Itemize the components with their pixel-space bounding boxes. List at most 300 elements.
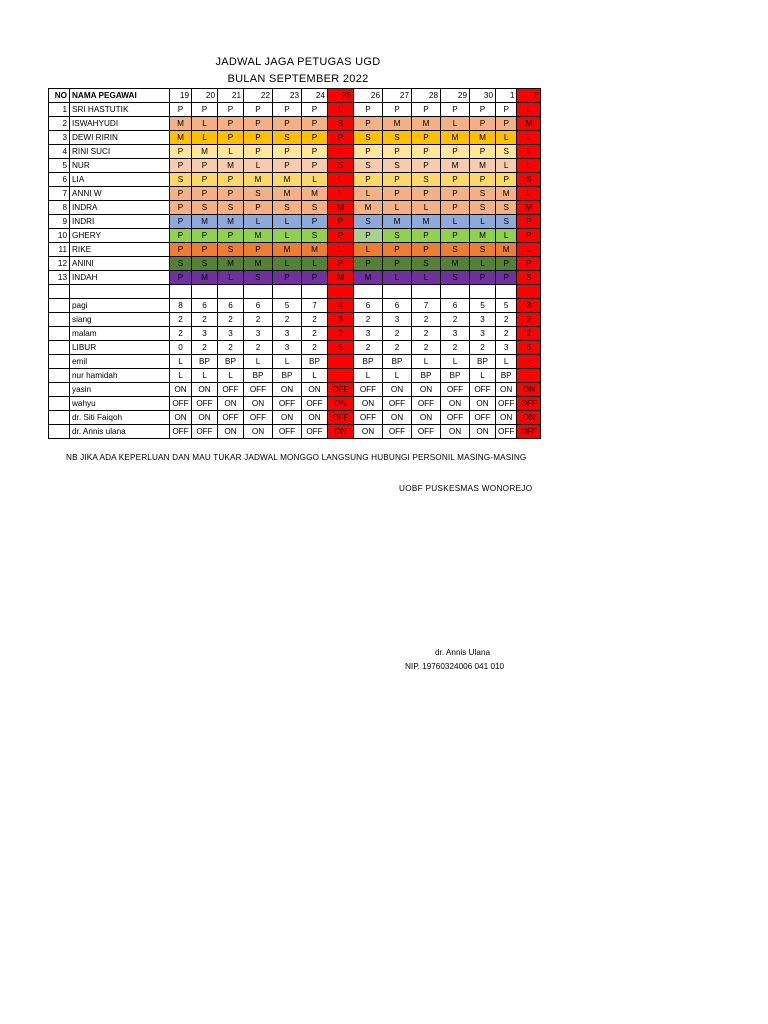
summary-cell: ON [354,396,383,410]
shift-cell: M [412,215,441,229]
shift-cell: S [244,187,273,201]
summary-cell: ON [517,410,541,424]
shift-cell: P [517,215,541,229]
shift-cell: M [192,271,218,285]
summary-cell: L [192,368,218,382]
header-day: 23 [273,89,302,103]
summary-cell: 5 [273,298,302,312]
shift-cell: L [496,229,517,243]
summary-cell: ON [170,382,192,396]
shift-cell: P [354,173,383,187]
staff-row [49,131,541,145]
shift-cell: S [273,131,302,145]
summary-cell: 2 [496,312,517,326]
summary-cell: 6 [244,298,273,312]
summary-cell: OFF [496,424,517,438]
summary-cell: - [517,368,541,382]
shift-cell: P [470,117,496,131]
shift-cell: P [441,187,470,201]
summary-cell: ON [441,396,470,410]
summary-cell: 3 [192,326,218,340]
blank-cell [302,285,328,299]
shift-cell: P [273,145,302,159]
summary-cell: 6 [218,298,244,312]
shift-cell: M [441,131,470,145]
shift-cell: P [302,131,328,145]
summary-cell: 2 [517,326,541,340]
summary-cell: BP [496,368,517,382]
staff-row [49,159,541,173]
shift-cell: L [412,201,441,215]
blank-cell [192,285,218,299]
summary-cell: ON [470,424,496,438]
shift-cell: P [470,145,496,159]
summary-label: pagi [70,298,170,312]
summary-cell: ON [354,424,383,438]
summary-cell: 2 [218,340,244,354]
shift-cell: M [218,257,244,271]
shift-cell: P [441,201,470,215]
staff-row [49,117,541,131]
summary-cell: 3 [496,340,517,354]
staff-name: INDRI [70,215,170,229]
summary-cell: 2 [354,312,383,326]
shift-cell: P [192,229,218,243]
summary-cell: ON [496,410,517,424]
signatory-nip: NIP. 19760324006 041 010 [405,662,505,671]
summary-cell: ON [170,410,192,424]
blank-cell [517,285,541,299]
summary-label: siang [70,312,170,326]
shift-cell: L [302,173,328,187]
shift-cell: M [218,159,244,173]
shift-cell: S [441,243,470,257]
summary-cell: OFF [328,410,354,424]
summary-cell: L [383,368,412,382]
shift-cell: L [517,159,541,173]
summary-blank [49,354,70,368]
shift-cell: P [192,243,218,257]
summary-cell: ON [218,424,244,438]
shift-cell: P [441,145,470,159]
summary-row [49,368,541,382]
summary-cell: 5 [328,340,354,354]
blank-cell [273,285,302,299]
summary-cell: ON [302,382,328,396]
blank-cell [328,285,354,299]
blank-cell [496,285,517,299]
shift-cell: P [496,257,517,271]
staff-name: GHERY [70,229,170,243]
shift-cell: P [170,103,192,117]
summary-cell: 2 [192,312,218,326]
shift-cell: L [218,145,244,159]
header-day: 19 [170,89,192,103]
staff-number: 6 [49,173,70,187]
summary-cell: 2 [328,326,354,340]
shift-cell: M [170,131,192,145]
staff-number: 4 [49,145,70,159]
shift-cell: S [354,159,383,173]
summary-cell: 3 [273,326,302,340]
summary-cell: 4 [328,298,354,312]
shift-cell: S [170,173,192,187]
summary-cell: 2 [517,312,541,326]
shift-cell: S [383,159,412,173]
shift-cell: S [218,201,244,215]
shift-cell: P [273,103,302,117]
shift-cell: P [302,215,328,229]
staff-name: RINI SUCI [70,145,170,159]
summary-cell: OFF [218,410,244,424]
summary-cell: L [244,354,273,368]
shift-cell: P [218,117,244,131]
shift-cell: S [496,201,517,215]
shift-cell: P [496,117,517,131]
shift-cell: M [517,117,541,131]
shift-cell: L [354,243,383,257]
blank-cell [354,285,383,299]
summary-cell: ON [273,382,302,396]
summary-label: wahyu [70,396,170,410]
summary-cell: 7 [302,298,328,312]
summary-cell: 2 [218,312,244,326]
header-day: 26 [354,89,383,103]
shift-cell: P [302,159,328,173]
summary-cell: OFF [412,424,441,438]
shift-cell: M [470,131,496,145]
staff-number: 2 [49,117,70,131]
shift-cell: P [412,103,441,117]
summary-cell: BP [470,354,496,368]
shift-cell: S [354,215,383,229]
shift-cell: M [328,271,354,285]
staff-number: 3 [49,131,70,145]
shift-cell: S [302,201,328,215]
summary-cell: 2 [244,312,273,326]
shift-cell: S [354,131,383,145]
staff-name: RIKE [70,243,170,257]
staff-name: ANNI W [70,187,170,201]
shift-cell: P [273,271,302,285]
shift-cell: P [192,159,218,173]
summary-cell: ON [273,410,302,424]
shift-cell: S [496,145,517,159]
staff-name: SRI HASTUTIK [70,103,170,117]
shift-cell: L [470,215,496,229]
shift-cell: P [517,229,541,243]
shift-cell: L [328,173,354,187]
summary-cell: ON [412,410,441,424]
summary-label: LIBUR [70,340,170,354]
shift-cell: P [354,145,383,159]
signatory-name: dr. Annis Ulana [435,648,491,657]
shift-cell: M [354,201,383,215]
summary-row [49,410,541,424]
shift-cell: S [273,201,302,215]
summary-cell: ON [244,396,273,410]
shift-cell: P [412,187,441,201]
staff-number: 11 [49,243,70,257]
summary-cell: OFF [517,396,541,410]
summary-cell: ON [302,410,328,424]
blank-cell [170,285,192,299]
staff-row [49,103,541,117]
shift-cell: M [496,187,517,201]
shift-cell: L [496,131,517,145]
summary-label: malam [70,326,170,340]
shift-cell: M [273,187,302,201]
summary-cell: 2 [383,326,412,340]
shift-cell: L [383,271,412,285]
shift-cell: P [496,271,517,285]
blank-cell [470,285,496,299]
summary-row [49,396,541,410]
summary-blank [49,368,70,382]
summary-row [49,298,541,312]
shift-cell: M [302,187,328,201]
staff-number: 5 [49,159,70,173]
shift-cell: P [302,271,328,285]
shift-cell: P [412,145,441,159]
summary-cell: OFF [273,396,302,410]
shift-cell: L [328,103,354,117]
shift-cell: L [192,131,218,145]
summary-cell: 2 [412,312,441,326]
blank-cell [244,285,273,299]
staff-name: ANINI [70,257,170,271]
shift-cell: L [412,271,441,285]
shift-cell: P [218,173,244,187]
shift-cell: S [383,131,412,145]
summary-cell: 2 [383,340,412,354]
shift-cell: S [496,215,517,229]
header-day: 2 [517,89,541,103]
summary-label: dr. Siti Faiqoh [70,410,170,424]
summary-cell: BP [273,368,302,382]
staff-number: 12 [49,257,70,271]
shift-cell: L [273,215,302,229]
shift-cell: P [302,103,328,117]
summary-cell: OFF [192,424,218,438]
blank-row [49,285,541,299]
summary-cell: OFF [354,382,383,396]
shift-cell: S [470,243,496,257]
header-row [49,89,541,103]
shift-cell: S [192,257,218,271]
shift-cell: M [412,117,441,131]
blank-cell [383,285,412,299]
staff-row [49,229,541,243]
shift-cell: P [383,173,412,187]
summary-cell: L [470,368,496,382]
staff-row [49,173,541,187]
summary-cell: 2 [302,340,328,354]
shift-cell: P [302,117,328,131]
summary-cell: - [517,354,541,368]
shift-cell: P [328,215,354,229]
summary-cell: 3 [244,326,273,340]
summary-cell: 3 [354,326,383,340]
shift-cell: M [273,173,302,187]
summary-cell: BP [354,354,383,368]
shift-cell: P [192,173,218,187]
summary-cell: BP [441,368,470,382]
summary-cell: ON [383,410,412,424]
summary-cell: 8 [170,298,192,312]
summary-blank [49,382,70,396]
header-day: 25 [328,89,354,103]
summary-cell: ON [441,424,470,438]
summary-cell: ON [218,396,244,410]
note-text: NB JIKA ADA KEPERLUAN DAN MAU TUKAR JADWAL MONGGO LANGSUNG HUBUNGI PERSONIL MASING-MASING [66,453,527,462]
shift-cell: P [170,271,192,285]
header-day: 20 [192,89,218,103]
staff-number: 8 [49,201,70,215]
summary-cell: OFF [496,396,517,410]
summary-cell: L [441,354,470,368]
shift-cell: M [383,117,412,131]
shift-cell: L [302,257,328,271]
shift-cell: P [170,159,192,173]
shift-cell: P [170,201,192,215]
staff-name: LIA [70,173,170,187]
header-day: 28 [412,89,441,103]
summary-blank [49,298,70,312]
shift-cell: L [273,257,302,271]
summary-row [49,312,541,326]
summary-cell: L [170,368,192,382]
summary-cell: 6 [354,298,383,312]
summary-cell: ON [244,424,273,438]
staff-name: DEWI RIRIN [70,131,170,145]
shift-cell: L [441,215,470,229]
blank-cell [441,285,470,299]
shift-cell: S [470,187,496,201]
shift-cell: P [328,229,354,243]
shift-cell: P [383,257,412,271]
shift-cell: P [244,103,273,117]
shift-cell: P [354,229,383,243]
shift-cell: L [517,243,541,257]
shift-cell: P [218,103,244,117]
staff-row [49,201,541,215]
shift-cell: L [192,117,218,131]
summary-blank [49,326,70,340]
summary-cell: 2 [302,312,328,326]
header-day: 30 [470,89,496,103]
shift-cell: S [244,271,273,285]
shift-cell: S [192,201,218,215]
shift-cell: P [383,243,412,257]
summary-cell: OFF [244,410,273,424]
shift-cell: P [170,187,192,201]
summary-cell: L [302,368,328,382]
shift-cell: P [517,257,541,271]
summary-cell: - [328,354,354,368]
blank-cell [412,285,441,299]
shift-cell: S [328,117,354,131]
shift-cell: P [412,159,441,173]
shift-cell: P [354,117,383,131]
summary-cell: 3 [218,326,244,340]
shift-cell: P [218,229,244,243]
shift-cell: M [302,243,328,257]
shift-cell: M [441,257,470,271]
shift-cell: S [517,271,541,285]
shift-cell: P [218,187,244,201]
summary-cell: L [412,354,441,368]
shift-cell: M [328,201,354,215]
shift-cell: M [244,229,273,243]
summary-cell: OFF [383,396,412,410]
header-day: 24 [302,89,328,103]
schedule-table [48,88,541,439]
shift-cell: P [170,215,192,229]
shift-cell: S [170,257,192,271]
shift-cell: M [496,243,517,257]
summary-cell: 2 [170,326,192,340]
summary-cell: 3 [470,312,496,326]
shift-cell: P [192,103,218,117]
summary-cell: ON [517,382,541,396]
summary-label: nur hamidah [70,368,170,382]
shift-cell: P [412,229,441,243]
summary-cell: 2 [244,340,273,354]
summary-blank [49,312,70,326]
summary-cell: 3 [273,340,302,354]
summary-label: yasin [70,382,170,396]
summary-cell: ON [412,382,441,396]
summary-cell: OFF [354,410,383,424]
summary-cell: 7 [412,298,441,312]
shift-cell: L [328,145,354,159]
shift-cell: P [244,201,273,215]
shift-cell: P [441,229,470,243]
summary-cell: 2 [354,340,383,354]
summary-cell: OFF [244,382,273,396]
summary-cell: - [328,368,354,382]
shift-cell: L [273,229,302,243]
header-day: 21 [218,89,244,103]
organization-name: UOBF PUSKESMAS WONOREJO [399,484,533,493]
summary-cell: BP [244,368,273,382]
shift-cell: P [218,131,244,145]
shift-cell: M [273,243,302,257]
shift-cell: M [470,229,496,243]
shift-cell: M [441,159,470,173]
shift-cell: P [273,117,302,131]
summary-cell: ON [192,382,218,396]
summary-cell: BP [412,368,441,382]
shift-cell: M [244,257,273,271]
shift-cell: L [218,271,244,285]
shift-cell: M [517,201,541,215]
shift-cell: P [470,103,496,117]
summary-cell: OFF [273,424,302,438]
shift-cell: P [412,243,441,257]
shift-cell: L [470,257,496,271]
summary-cell: ON [192,410,218,424]
summary-cell: 6 [441,298,470,312]
summary-cell: OFF [441,410,470,424]
summary-cell: OFF [328,382,354,396]
summary-cell: OFF [170,424,192,438]
shift-cell: L [517,187,541,201]
summary-cell: OFF [470,382,496,396]
shift-cell: L [517,145,541,159]
summary-cell: 3 [328,312,354,326]
